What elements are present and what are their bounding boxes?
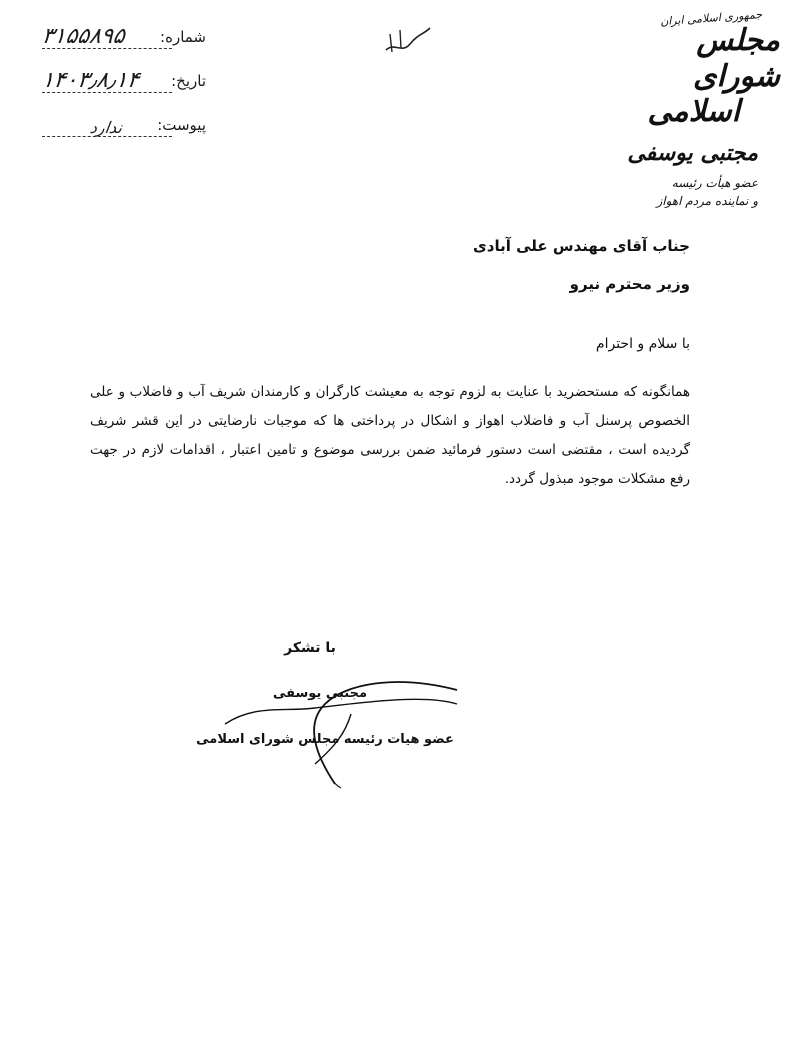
closing: با تشکر [284,640,336,656]
letterhead-islami: اسلامی [647,94,740,129]
recipient-name: جناب آقای مهندس علی آبادی [473,237,690,255]
greeting: با سلام و احترام [595,336,690,352]
basmala-flourish-icon [380,20,434,60]
letter-number-underline [42,48,172,49]
recipient-title: وزیر محترم نیرو [569,275,690,293]
letter-number-label: شماره: [160,28,206,46]
letter-number-value: ۳۱۵۵۸۹۵ [40,24,127,49]
recipient-block [130,236,690,294]
letterhead-majlis: مجلس شورای [693,23,780,94]
letter-body: همانگونه که مستحضرید با عنایت به لزوم توجه به معیشت کارگران و کارمندان شریف آب و فاضلاب و علی الخصوص پرسنل آب و فاضلاب اهواز و اشکال در پرداختی ها که موجبات نارضایتی در این قشر شریف گردیده است ، مقتضی است دستور فرمائید ضمن بررسی موضوع و تامین اعتبار ، اقدامات لازم در جهت رفع مشکلات موجود مبذول گردد. [90,384,690,487]
letter-date-underline [42,92,172,93]
letter-attachment-value: ندارد [88,118,124,137]
signature-scribble-icon [195,664,475,794]
letterhead [610,8,780,210]
letter-number-row [36,24,206,68]
letter-date-value: ۱۴۰۳٫۸٫۱۴ [40,68,141,93]
signature-block [195,664,475,794]
letter-attachment-label: پیوست: [157,116,206,134]
signer-name: مجتبی یوسفی [272,686,368,701]
letterhead-role-line-1: عضو هیأت رئیسه [671,176,758,190]
letterhead-role [610,174,758,210]
letter-metadata [36,24,206,156]
letter-date-row [36,68,206,112]
letter-attachment-underline [42,136,172,137]
letterhead-role-line-2: و نماینده مردم اهواز [656,194,758,208]
letter-attachment-row [36,112,206,156]
basmala-calligraphy [380,20,434,60]
letterhead-republic: جمهوری اسلامی ایران [659,8,763,29]
signer-title: عضو هیات رئیسه مجلس شورای اسلامی [196,732,454,747]
letterhead-person-name: مجتبی یوسفی [627,141,758,166]
letter-date-label: تاریخ: [171,72,206,90]
